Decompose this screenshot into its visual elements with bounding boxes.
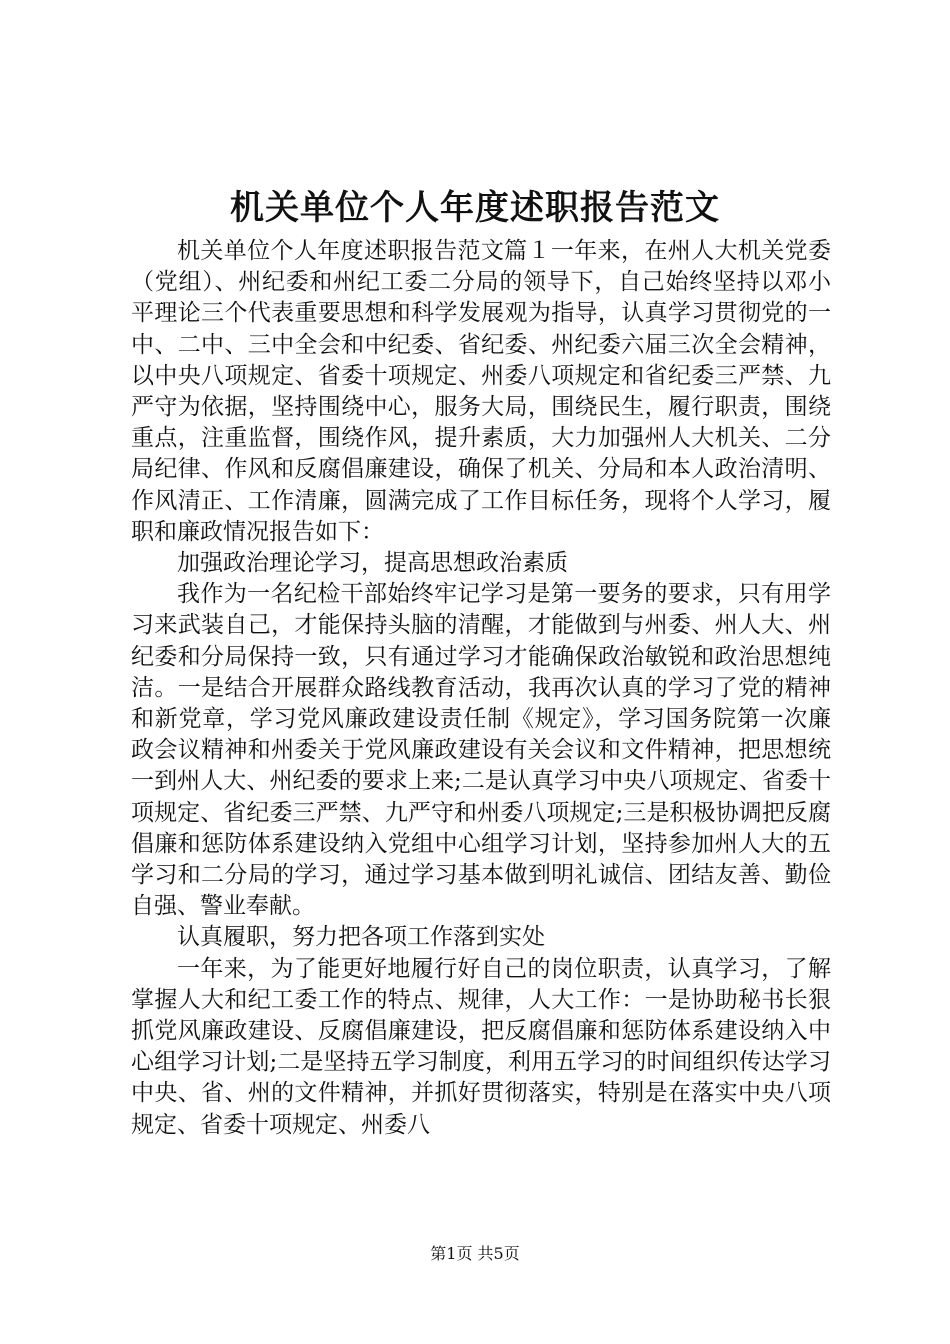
paragraph-duty: 一年来，为了能更好地履行好自己的岗位职责，认真学习，了解掌握人大和纪工委工作的特点、规律，人大工作：一是协助秘书长狠抓党风廉政建设、反腐倡廉建设，把反腐倡廉和惩防体系建设纳入中心组学习计划;二是坚持五学习制度，利用五学习的时间组织传达学习中央、省、州的文件精神，并抓好贯彻落实，特别是在落实中央八项规定、省委十项规定、州委八 [131, 955, 831, 1138]
paragraph-study: 我作为一名纪检干部始终牢记学习是第一要务的要求，只有用学习来武装自己，才能保持头脑的清醒，才能做到与州委、州人大、州纪委和分局保持一致，只有通过学习才能确保政治敏锐和政治思想纯洁。一是结合开展群众路线教育活动，我再次认真的学习了党的精神和新党章，学习党风廉政建设责任制《规定》，学习国务院第一次廉政会议精神和州委关于党风廉政建设有关会议和文件精神，把思想统一到州人大、州纪委的要求上来;二是认真学习中央八项规定、省委十项规定、省纪委三严禁、九严守和州委八项规定;三是积极协调把反腐倡廉和惩防体系建设纳入党组中心组学习计划，坚持参加州人大的五学习和二分局的学习，通过学习基本做到明礼诚信、团结友善、勤俭自强、警业奉献。 [131, 581, 831, 920]
document-body [131, 236, 831, 1141]
paragraph-intro: 机关单位个人年度述职报告范文篇１一年来，在州人大机关党委（党组）、州纪委和州纪工委二分局的领导下，自己始终坚持以邓小平理论三个代表重要思想和科学发展观为指导，认真学习贯彻党的一中、二中、三中全会和中纪委、省纪委、州纪委六届三次全会精神，以中央八项规定、省委十项规定、州委八项规定和省纪委三严禁、九严守为依据，坚持围绕中心，服务大局，围绕民生，履行职责，围绕重点，注重监督，围绕作风，提升素质，大力加强州人大机关、二分局纪律、作风和反腐倡廉建设，确保了机关、分局和本人政治清明、作风清正、工作清廉，圆满完成了工作目标任务，现将个人学习，履职和廉政情况报告如下： [131, 238, 831, 545]
document-title: 机关单位个人年度述职报告范文 [230, 188, 720, 228]
page-number-footer: 第1页 共5页 [430, 1244, 520, 1263]
section-heading-study: 加强政治理论学习，提高思想政治素质 [177, 550, 568, 577]
section-heading-duty: 认真履职，努力把各项工作落到实处 [177, 924, 545, 951]
